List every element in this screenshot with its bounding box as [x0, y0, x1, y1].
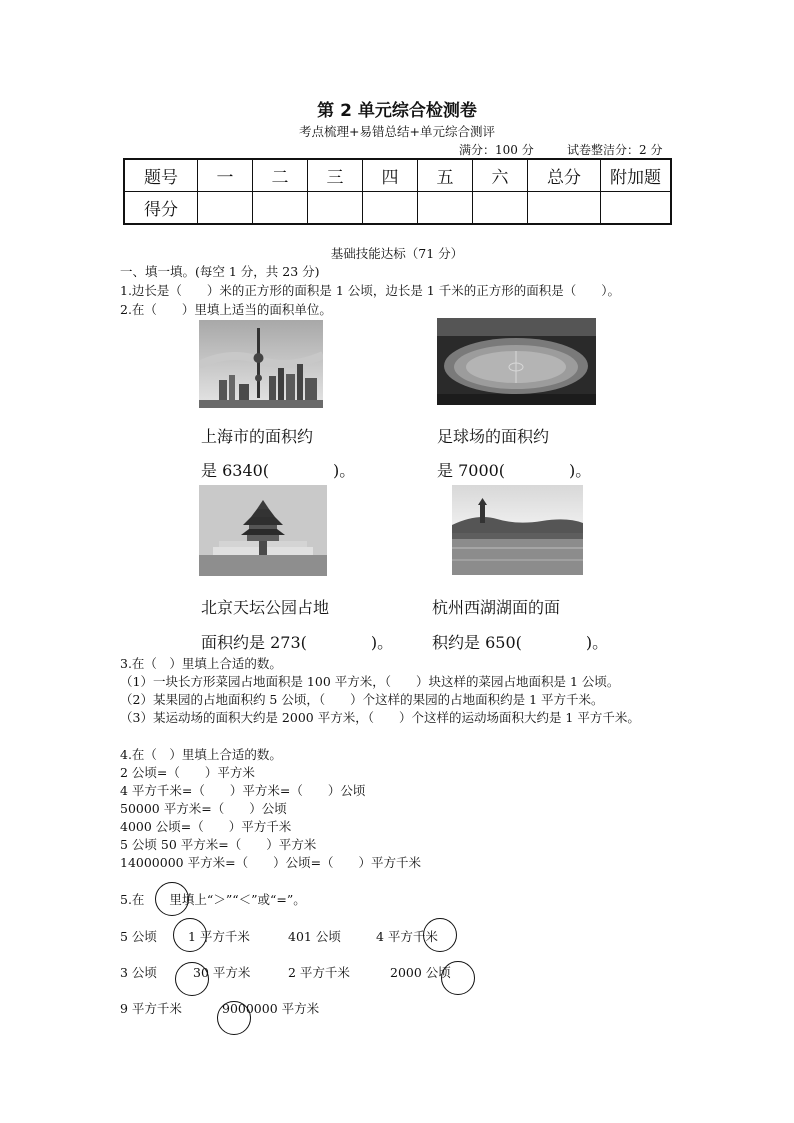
question-3-line: （1）一块长方形菜园占地面积是 100 平方米，（ ）块这样的菜园占地面积是 1 公顷。: [120, 674, 620, 689]
question-1: 1.边长是（ ）米的正方形的面积是 1 公顷，边长是 1 千米的正方形的面积是（ ）。: [120, 283, 620, 298]
score-row-label: 得分: [124, 192, 198, 225]
score-cell[interactable]: [528, 192, 601, 225]
score-header-cell: 五: [418, 159, 473, 192]
score-header-cell: 附加题: [601, 159, 672, 192]
full-mark: 满分：100 分: [459, 143, 534, 157]
score-header-cell: 总分: [528, 159, 601, 192]
q5-item: 2000 公顷: [390, 965, 451, 980]
question-3-line: （2）某果园的占地面积约 5 公顷，（ ）个这样的果园的占地面积约是 1 平方千米。: [120, 692, 604, 707]
score-cell[interactable]: [473, 192, 528, 225]
score-header-cell: 二: [253, 159, 308, 192]
score-cell[interactable]: [363, 192, 418, 225]
page-subtitle: 考点梳理+易错总结+单元综合测评: [299, 124, 495, 139]
question-4-line: 14000000 平方米=（ ）公顷=（ ）平方千米: [120, 855, 422, 870]
q5-item: 30 平方米: [193, 965, 251, 980]
question-5-stem: 5.在 里填上“＞”“＜”或“=”。: [120, 892, 306, 907]
question-4-stem: 4.在（ ）里填上合适的数。: [120, 747, 282, 762]
score-table-header-row: [124, 159, 671, 192]
section-heading: 基础技能达标（71 分）: [330, 246, 464, 261]
q5-item: 3 公顷: [120, 965, 157, 980]
q2-item2-line2: 是 7000( )。: [437, 461, 592, 480]
question-4-line: 2 公顷=（ ）平方米: [120, 765, 255, 780]
q5-item: 5 公顷: [120, 929, 157, 944]
score-header-cell: 四: [363, 159, 418, 192]
q5-item: 9 平方千米: [120, 1001, 182, 1016]
clean-mark: 试卷整洁分：2 分: [567, 143, 663, 157]
question-3-line: （3）某运动场的面积大约是 2000 平方米，（ ）个这样的运动场面积大约是 1 平方千米。: [120, 710, 640, 725]
football-stadium-photo: [437, 318, 596, 405]
question-4-line: 5 公顷 50 平方米=（ ）平方米: [120, 837, 317, 852]
score-cell[interactable]: [198, 192, 253, 225]
q2-item4-line1: 杭州西湖湖面的面: [432, 598, 561, 617]
score-cell[interactable]: [418, 192, 473, 225]
part-one-heading: 一、填一填。(每空 1 分，共 23 分): [120, 264, 320, 279]
q2-item4-line2: 积约是 650( )。: [432, 633, 609, 652]
q2-item3-line2: 面积约是 273( )。: [201, 633, 394, 652]
question-4-line: 4 平方千米=（ ）平方米=（ ）公顷: [120, 783, 366, 798]
q5-item: 401 公顷: [288, 929, 341, 944]
score-table-score-row: [124, 192, 671, 225]
q2-item1-line1: 上海市的面积约: [201, 427, 314, 446]
answer-circle[interactable]: [155, 882, 189, 916]
q2-item3-line1: 北京天坛公园占地: [201, 598, 330, 617]
score-table: [123, 158, 672, 225]
score-header-cell: 一: [198, 159, 253, 192]
q5-item: 1 平方千米: [188, 929, 250, 944]
q2-item2-line1: 足球场的面积约: [437, 427, 550, 446]
q5-item: 9000000 平方米: [222, 1001, 320, 1016]
west-lake-photo: [452, 485, 583, 575]
score-header-cell: 三: [308, 159, 363, 192]
score-header-cell: 六: [473, 159, 528, 192]
score-cell[interactable]: [601, 192, 672, 225]
q5-item: 4 平方千米: [376, 929, 438, 944]
question-3-stem: 3.在（ ）里填上合适的数。: [120, 656, 282, 671]
q5-item: 2 平方千米: [288, 965, 350, 980]
shanghai-skyline-photo: [199, 320, 323, 408]
question-4-line: 4000 公顷=（ ）平方千米: [120, 819, 292, 834]
temple-of-heaven-photo: [199, 485, 327, 576]
answer-circle[interactable]: [441, 961, 475, 995]
score-header-cell: 题号: [124, 159, 198, 192]
score-cell[interactable]: [308, 192, 363, 225]
page-title: 第 2 单元综合检测卷: [317, 101, 477, 121]
score-cell[interactable]: [253, 192, 308, 225]
question-4-line: 50000 平方米=（ ）公顷: [120, 801, 287, 816]
q2-item1-line2: 是 6340( )。: [201, 461, 356, 480]
question-2-stem: 2.在（ ）里填上适当的面积单位。: [120, 302, 332, 317]
